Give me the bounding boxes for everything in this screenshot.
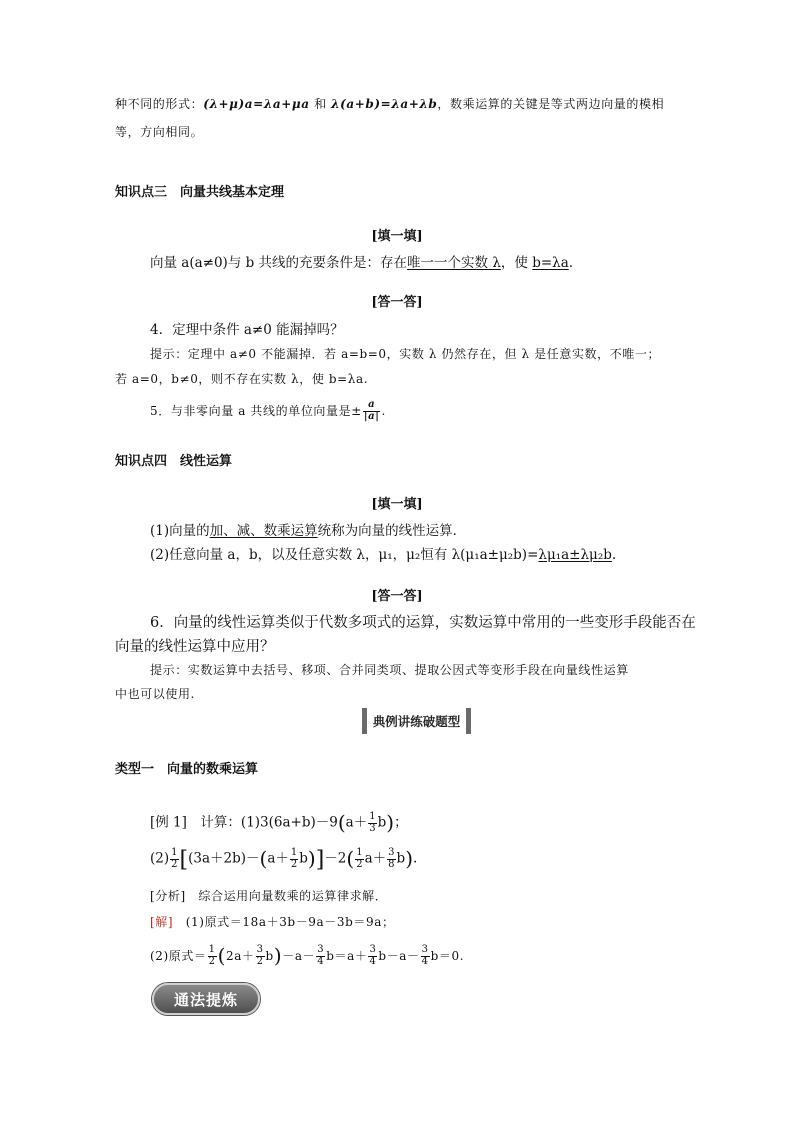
text: 统称为向量的线性运算． xyxy=(317,523,467,539)
text: b＝a＋ xyxy=(326,949,368,963)
text: . xyxy=(568,255,574,271)
text: 和 xyxy=(309,97,332,111)
text: b xyxy=(299,850,308,867)
solution-label: [解] xyxy=(150,915,174,929)
text: (2)任意向量 a，b，以及任意实数 λ，μ₁，μ₂恒有 λ(μ₁a±μ₂b)= xyxy=(150,547,539,563)
question-6-line-1: 6．向量的线性运算类似于代数多项式的运算，实数运算中常用的一些变形手段能否在 xyxy=(150,615,696,631)
numerator: 3 xyxy=(388,847,395,858)
numerator: 1 xyxy=(290,847,298,858)
question-6-line-2: 向量的线性运算中应用？ xyxy=(115,639,275,655)
fraction-one-half xyxy=(208,945,217,967)
text: a＋ xyxy=(345,814,368,831)
blank-answer-unique-real: 唯一一个实数 λ xyxy=(407,255,501,271)
numerator: 3 xyxy=(317,944,325,955)
text: －2 xyxy=(324,850,347,867)
text: b xyxy=(265,949,274,963)
fraction-unit-vector xyxy=(363,400,381,422)
denominator: |a| xyxy=(363,410,380,422)
denominator: 4 xyxy=(317,955,325,967)
formula-distributive-vector: λ(a+b)=λa+λb xyxy=(331,97,438,111)
numerator: 1 xyxy=(208,944,216,955)
text: a＋ xyxy=(267,850,289,867)
text: a＋ xyxy=(364,850,387,867)
hint-6-line-2: 中也可以使用. xyxy=(115,687,196,701)
fill-item-1 xyxy=(150,525,466,539)
text: . xyxy=(381,404,386,418)
fraction-one-half xyxy=(355,848,363,870)
text: (2) xyxy=(150,850,170,867)
example-1-part-1: [例 1] 计算：(1)3(6a+b)－9(a＋ $\frac{1}{3}$ b)； xyxy=(150,810,408,835)
hint-4-line-2: 若 a=0，b≠0，则不存在实数 λ，使 b=λa. xyxy=(115,372,369,386)
banner-bar-right xyxy=(466,708,471,734)
text: (1)向量的 xyxy=(150,523,210,539)
denominator: 2 xyxy=(356,858,363,870)
text: ，数乘运算的关键是等式两边向量的模相 xyxy=(437,97,665,111)
numerator: 1 xyxy=(369,811,376,822)
numerator: 3 xyxy=(369,944,377,955)
text: (1)原式＝18a＋3b－9a－3b＝9a； xyxy=(173,915,395,929)
denominator: 2 xyxy=(256,955,264,967)
formula-distributive-scalar: (λ+μ)a=λa+μa xyxy=(203,97,310,111)
text: 向量 a(a≠0)与 b 共线的充要条件是：存在 xyxy=(150,255,408,271)
denominator: 2 xyxy=(208,955,216,967)
numerator: 1 xyxy=(356,847,363,858)
text: (2)原式＝ xyxy=(150,949,207,963)
fraction-three-quarters xyxy=(421,945,430,967)
text: . xyxy=(413,850,418,867)
method-summary-badge: 通法提炼 xyxy=(152,983,260,1015)
fraction-three-eighths xyxy=(387,848,395,870)
banner-text: 典例讲练破题型 xyxy=(372,714,461,729)
analysis-label: [分析] xyxy=(150,889,186,903)
type-title-1: 类型一 向量的数乘运算 xyxy=(115,762,259,777)
denominator: 2 xyxy=(171,858,178,870)
text: b＝0. xyxy=(430,949,465,963)
example-1-part-2: (2) $\frac{1}{2}$ [(3a＋2b)－(a＋ $\frac{1}{2}$ b)]－2( $\frac{1}{2}$ a＋ $\frac{3}{8}$ b). xyxy=(150,846,418,873)
fill-label-4: [填一填] xyxy=(371,497,423,512)
text: 综合运用向量数乘的运算律求解． xyxy=(185,889,388,903)
numerator: a xyxy=(363,400,381,412)
answer-label-4: [答一答] xyxy=(371,589,423,604)
denominator: 4 xyxy=(421,955,429,967)
text: b－a－ xyxy=(378,949,420,963)
question-4: 4．定理中条件 a≠0 能漏掉吗？ xyxy=(150,322,344,338)
answer-label-3: [答一答] xyxy=(371,295,423,310)
solution-2: (2)原式＝ $\frac{1}{2}$ (2a＋ $\frac{3}{2}$ b)－a－ $\frac{3}{4}$ b＝a＋ $\frac{3}{4}$ b－a－ $\frac{3}{4}$ b＝0. xyxy=(150,943,465,968)
fraction-three-halves xyxy=(256,945,265,967)
analysis xyxy=(150,890,387,902)
example-label: [例 1] xyxy=(150,814,187,831)
fill-text-3 xyxy=(150,257,573,271)
text: 种不同的形式： xyxy=(115,97,204,111)
denominator: 8 xyxy=(388,858,395,870)
text: (3a＋2b)－ xyxy=(188,850,260,867)
blank-answer-operations: 加、减、数乘运算 xyxy=(209,523,318,539)
numerator: 3 xyxy=(256,944,264,955)
blank-answer-linear-law: λμ₁a±λμ₂b xyxy=(538,547,612,563)
text: b xyxy=(396,850,406,867)
banner-bar-left xyxy=(362,708,367,734)
paragraph-line-2: 等，方向相同。 xyxy=(115,125,204,139)
section-title-3: 知识点三 向量共线基本定理 xyxy=(115,185,285,200)
numerator: 1 xyxy=(171,847,178,858)
hint-6-line-1: 提示：实数运算中去括号、移项、合并同类项、提取公因式等变形手段在向量线性运算 xyxy=(150,663,629,677)
numerator: 3 xyxy=(421,944,429,955)
text: 2a＋ xyxy=(225,949,255,963)
question-5 xyxy=(150,400,386,422)
text: b xyxy=(377,814,387,831)
text: 计算：(1)3(6a+b)－9 xyxy=(186,814,338,831)
hint-4-line-1: 提示：定理中 a≠0 不能漏掉．若 a=b=0，实数 λ 仍然存在，但 λ 是任意实数，不唯一； xyxy=(150,347,661,361)
fraction-one-half xyxy=(170,848,178,870)
blank-answer-b-equals-lambda-a: b=λa xyxy=(532,255,569,271)
fraction-one-third xyxy=(368,812,376,834)
denominator: 2 xyxy=(290,858,298,870)
text: 5．与非零向量 a 共线的单位向量是± xyxy=(150,404,362,418)
text: . xyxy=(611,547,617,563)
text: ，使 xyxy=(500,255,533,271)
fraction-one-half xyxy=(290,848,298,870)
section-title-4: 知识点四 线性运算 xyxy=(115,454,233,469)
fraction-three-quarters xyxy=(316,945,325,967)
fill-label-3: [填一填] xyxy=(371,229,423,244)
paragraph-line-1 xyxy=(115,98,664,110)
fill-item-2 xyxy=(150,549,616,563)
text: －a－ xyxy=(282,949,316,963)
section-banner xyxy=(353,707,480,735)
denominator: 4 xyxy=(369,955,377,967)
denominator: 3 xyxy=(369,822,376,834)
solution-1 xyxy=(150,916,395,928)
fraction-three-quarters xyxy=(368,945,377,967)
text: ； xyxy=(394,814,408,831)
